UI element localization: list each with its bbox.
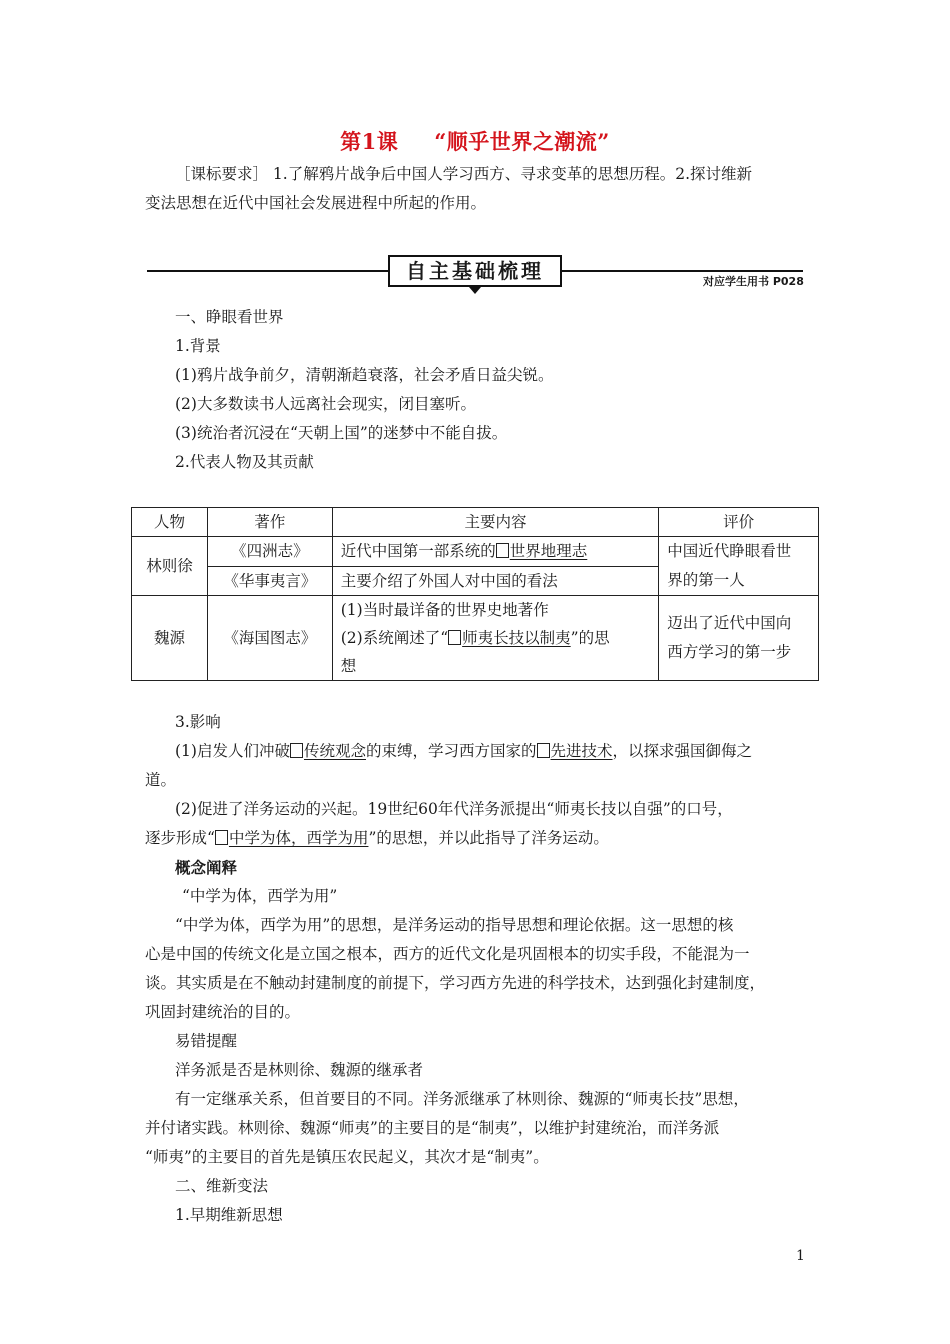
background-item-3: (3)统治者沉浸在“天朝上国”的迷梦中不能自拔。 [175,424,508,442]
background-heading: 1.背景 [175,337,221,355]
impact-text: (1)启发人们冲破 [175,742,290,760]
table-row [132,537,819,567]
page-number: 1 [796,1248,805,1264]
table-header-cell: 主要内容 [332,508,658,537]
evaluation-cell [659,596,819,681]
fill-blank-answer [290,742,366,760]
evaluation-line: 中国近代睁眼看世 [667,542,792,560]
content-text: (2)系统阐述了“ [340,629,449,647]
concept-line-4: 巩固封建统治的目的。 [145,1003,301,1021]
work-cell: 《华事夷言》 [207,566,332,596]
evaluation-line: 迈出了近代中国向 [667,614,792,632]
blank-box-icon [496,543,509,558]
tip-line-1: 有一定继承关系，但首要目的不同。洋务派继承了林则徐、魏源的“师夷长技”思想， [175,1090,749,1108]
blank-box-icon [215,830,228,845]
impact-paragraph-2: (2)促进了洋务运动的兴起。19世纪60年代洋务派提出“师夷长技以自强”的口号， [175,800,733,818]
evaluation-cell [659,537,819,596]
tip-heading: 易错提醒 [175,1032,238,1050]
person-cell: 魏源 [132,596,208,681]
concept-line-1: “中学为体，西学为用”的思想，是洋务运动的指导思想和理论依据。这一思想的核 [175,916,734,934]
concept-line-3: 谈。其实质是在不触动封建制度的前提下，学习西方先进的科学技术，达到强化封建制度， [145,974,766,992]
page-reference: 对应学生用书 P028 [703,275,804,288]
impact-text: ，以探求强国御侮之 [612,742,753,760]
curriculum-requirement-line2: 变法思想在近代中国社会发展进程中所起的作用。 [145,194,487,212]
section2-subheading: 1.早期维新思想 [175,1206,283,1224]
background-item-1: (1)鸦片战争前夕，清朝渐趋衰落，社会矛盾日益尖锐。 [175,366,554,384]
table-header-cell: 著作 [207,508,332,537]
tip-line-3: “师夷”的主要目的首先是镇压农民起义，其次才是“制夷”。 [145,1148,549,1166]
concept-line-2: 心是中国的传统文化是立国之根本，西方的近代文化是巩固根本的切实手段，不能混为一 [145,945,750,963]
content-text: 近代中国第一部系统的 [340,542,496,561]
answer-text: 师夷长技以制夷 [462,629,571,647]
lesson-number: 第1课 [340,129,399,154]
blank-box-icon [290,743,303,758]
tip-question: 洋务派是否是林则徐、魏源的继承者 [175,1061,424,1079]
content-cell: 主要介绍了外国人对中国的看法 [332,566,658,596]
content-cell [332,596,658,681]
content-line: 想 [340,657,357,675]
table-header-cell: 评价 [659,508,819,537]
impact-paragraph-2-cont [145,824,609,853]
answer-text: 中学为体，西学为用 [228,829,369,847]
impact-text: 逐步形成“ [145,829,215,847]
banner-arrow-icon [469,287,481,294]
section1-heading: 一、睁眼看世界 [175,308,284,326]
tip-line-2: 并付诸实践。林则徐、魏源“师夷”的主要目的是“制夷”，以维护封建统治，而洋务派 [145,1119,720,1137]
fill-blank-answer [537,742,613,760]
answer-text: 先进技术 [550,742,613,760]
fill-blank-answer [496,542,588,560]
lesson-title [0,126,950,156]
representatives-heading: 2.代表人物及其贡献 [175,453,314,471]
impact-heading: 3.影响 [175,713,221,731]
lesson-name: “顺乎世界之潮流” [434,129,610,154]
impact-paragraph-1 [175,737,752,766]
curriculum-requirement-line1: ［课标要求］ 1.了解鸦片战争后中国人学习西方、寻求变革的思想历程。2.探讨维新 [175,165,753,183]
banner-rule-right [562,270,803,272]
impact-text: ”的思想，并以此指导了洋务运动。 [368,829,609,847]
impact-text: 的束缚，学习西方国家的 [365,742,537,760]
section-banner: 自主基础梳理 [388,255,562,287]
fill-blank-answer [448,629,571,647]
concept-heading: 概念阐释 [175,858,238,877]
concept-term: “中学为体，西学为用” [182,887,338,905]
blank-box-icon [537,743,550,758]
work-cell: 《四洲志》 [207,537,332,567]
section2-heading: 二、维新变法 [175,1177,269,1195]
answer-text: 世界地理志 [509,542,588,561]
blank-box-icon [448,630,461,645]
content-cell [332,537,658,567]
table-header-cell: 人物 [132,508,208,537]
table-row [132,596,819,681]
answer-text: 传统观念 [303,742,366,760]
evaluation-line: 西方学习的第一步 [667,643,792,661]
impact-paragraph-1-cont: 道。 [145,771,177,789]
content-text: ”的思 [570,629,610,647]
fill-blank-answer [215,829,369,847]
table-header-row [132,508,819,537]
evaluation-line: 界的第一人 [667,571,745,589]
banner-rule-left [147,270,388,272]
person-cell: 林则徐 [132,537,208,596]
background-item-2: (2)大多数读书人远离社会现实，闭目塞听。 [175,395,476,413]
content-line: (1)当时最详备的世界史地著作 [340,601,549,619]
work-cell: 《海国图志》 [207,596,332,681]
representatives-table [131,507,819,681]
